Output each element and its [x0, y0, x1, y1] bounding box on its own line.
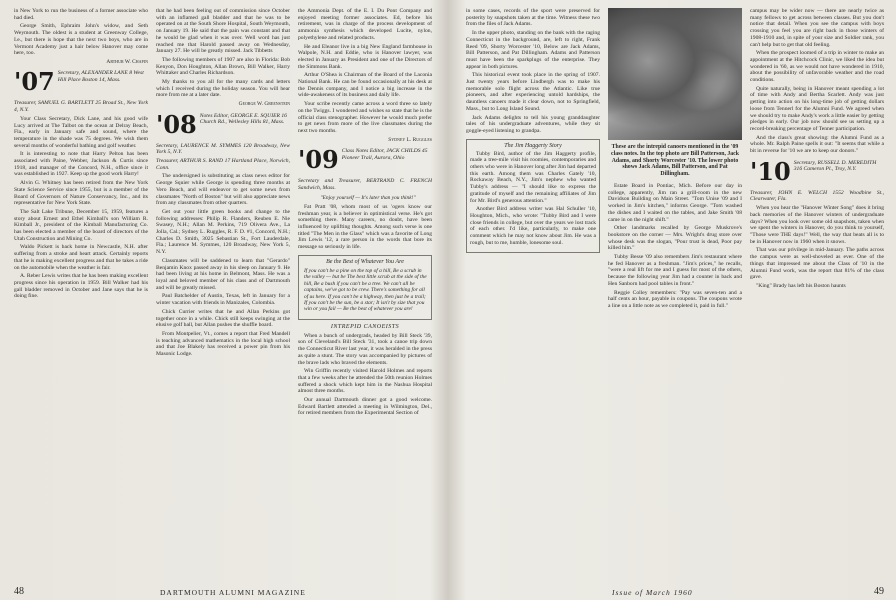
- paragraph: Your Class Secretary, Dick Lane, and his good wife Lucy arrived at The Talbot on the ocean at Delray Beach, Fla., early in January safe and sound, where the temperature in the shade was 75 degrees. We wish them several months of wonderful bathing and golf weather.: [14, 115, 148, 149]
- story-box: [466, 139, 600, 253]
- page-number: 49: [874, 586, 884, 597]
- paragraph: When a bunch of undergrads, headed by Bill Steck '39, son of Cleveland's Bill Steck '31, took a canoe trip down the Connecticut River last year, it was heralded in the press as quite a stunt. The story was accompanied by pictures of the brave lads who braved the elements.: [298, 332, 432, 366]
- right-column-3: [750, 8, 884, 568]
- page-number: 48: [14, 586, 24, 597]
- class-notes-editor-info: Class Notes Editor, JACK CHILDS 45 Pioneer Trail, Aurora, Ohio: [341, 148, 428, 161]
- paragraph: When you hear the "Hanover Winter Song" does it bring back memories of the Hanover winters of undergraduate days? When you look over some old snapshots, taken when we spent the winters in Hanover, do you think to yourself, "Those were THE days!" Well, the way that beats all is to be in Hanover now in 1960 when it snows.: [750, 205, 884, 245]
- paragraph: Quite naturally, being in Hanover meant spending a lot of time with Andy and Bertha Scarlett. Andy was just getting into action on his long-time job of getting dollars loose from Tennerl for the Alumni Fund. We agreed when we should try to make Andy's work a little easier by getting pledges in early. Our job now should see us setting up a record-breaking percentage of Tenner participation.: [750, 85, 884, 132]
- magazine-title: DARTMOUTH ALUMNI MAGAZINE: [160, 588, 306, 597]
- class-year: '07: [14, 67, 55, 97]
- canoeists-photo: [608, 8, 742, 140]
- class-heading-1907: [14, 67, 148, 97]
- story-title: The Jim Haggerty Story: [504, 142, 562, 149]
- class-year: '10: [750, 156, 791, 186]
- class-treasurer-info: Treasurer, SAMUEL G. BARTLETT 25 Broad St., New York 4, N.Y.: [14, 100, 148, 114]
- paragraph: When the prospect loomed of a trip in winter to make an appointment at the Hitchcock Clinic, we liked the idea but wondered in '60, as we would not have wondered in 1910, about the possibility of unfavorable weather and the road conditions.: [750, 50, 884, 84]
- class-secretary-info: Secretary and Treasurer, BERTRAND C. FRENCH Sandwich, Mass.: [298, 178, 432, 191]
- paragraph: The following members of 1907 are also in Florida: Bob Kenyon, Don Houghton, Allan Brown, Bill Walker, Harry Whittaker and Charles Richardson.: [156, 56, 290, 77]
- section-heading: INTREPID CANOEISTS: [330, 323, 400, 330]
- right-column-2: [608, 8, 742, 568]
- issue-date: Issue of March 1960: [612, 588, 693, 597]
- paragraph: in some cases, records of the sport were preserved for posterity by snapshots taken at the time. Witness these two from the files of Jack Adams.: [466, 8, 600, 28]
- poem-title: Be the Best of Whatever You Are: [326, 258, 404, 265]
- paragraph: Our annual Dartmouth dinner got a good welcome. Edward Bartlett attended a meeting in Wilmington, Del., for retired members from the Experimental Section of: [298, 397, 432, 417]
- paragraph: Your scribe recently came across a word three so lately on the Twiggs. I wondered and wishes so state that he is the official class stenographer. However he would much prefer to get news from more of the live classmates during the next two months.: [298, 101, 432, 134]
- right-page: [466, 8, 884, 597]
- paragraph: The undersigned is substituting as class news editor for George Squier while George is spending three months at Vero Beach, and will endeavor to get some news from classmates "North of Boston" but will also appreciate news from any classmates from other quarters.: [156, 173, 290, 207]
- paragraph: It is interesting to note that Harry Pelton has been associated with Paine, Webber, Jackson & Curtis since 1918, and manager of the Concord, N.H., office since it was established in 1927. Keep up the good work Harry!: [14, 151, 148, 178]
- paragraph: My thanks to you all for the many cards and letters which I received during the holiday season. You will hear more from me at a later date.: [156, 79, 290, 99]
- paragraph: Classmates will be saddened to learn that "Gerardo" Benjamin Knox passed away in his sleep on January 9. He had been living at his home in Belmont, Mass. He was a loyal and beloved member of his class and of Dartmouth and will be greatly missed.: [156, 257, 290, 291]
- paragraph: Arthur O'Shea is Chairman of the Board of the Laconia National Bank. He can be found occasionally at his desk at the Dennis company, and I notice a big increase in the wide-awakeness of its business and daily life.: [298, 72, 432, 99]
- paragraph: Tubby Besse '09 also remembers Jim's restaurant where he fed Hanover as a freshman. "Jim's prices," he recalls, "were a real lift for me and I guess for most of the others, because the following year Jim had a counter in back and Hen Sanborn had pool tables in front.": [608, 254, 742, 287]
- left-page: [14, 8, 432, 597]
- paragraph: Waldo Pickett is back home in Newcastle, N.H. after suffering from a stroke and heart attack. Certainly reports that he is making excellent progress and that he takes a ride on the automobile when the weather is fair.: [14, 244, 148, 271]
- paragraph: campus may be wider now — there are nearly twice as many fellows to get across between classes. But you don't notice that detail. When you see the campus with boys crossing you feel you are right back in those winters of 1908-1910 and, in spite of your size and Soldier rank, you can't help but to get that old feeling.: [750, 8, 884, 48]
- class-heading-1908: [156, 109, 290, 139]
- right-column-1: [466, 8, 600, 568]
- paragraph: Get out your little green books and change to the following addresses: Philip R. Flanders, Reuben E. Nie Swasey, N.H.; Allan M. Perkins, 719 Olivera Ave., La Jolla, Cal.; Sydney L. Ruggles, R. F. D. #1, Concord, N.H.; Charles D. Smith, 3025 Sebastian St., Fort Lauderdale, Fla.; Laurence M. Symmes, 120 Broadway, New York 5, N.Y.: [156, 208, 290, 256]
- paragraph: George Smith, Ephraim John's widow, and Seth Weymouth. The oldest is a student at Greenway College, I.e., but there is hope that the next two boys, who are in Vermont Academy just a hair below Hanover may come here, too.: [14, 23, 148, 57]
- paragraph: Other landmarks recalled by George Muskrove's bookstore on the corner — Mrs. Wright's drug store over whose desk was the slogan, "Pour trust is dead, Poor pay killed him.": [608, 225, 742, 252]
- quote: "Enjoy yourself — It's later than you think!": [320, 194, 416, 201]
- photo-caption: These are the intrepid canoers mentioned in the '09 class notes. In the top photo are Bill Patterson, Jack Adams, and Shorty Worcester '10. The lower photo shows Jack Adams, Bill Patterson, and Pat Dillingham.: [611, 144, 739, 178]
- paragraph: In the upper photo, standing on the bank with the raging Connecticut in the background, are, left to right, Frank Reed '09, Shorty Worcester '10, Below are Jack Adams, Bill Patterson, and Pat Dillingham. Adams and Patterson must have been the sparkplugs of the enterprise. They appear in both pictures.: [466, 30, 600, 70]
- paragraph: "King" Brady has left his Boston haunts: [756, 282, 846, 289]
- paragraph: Jack Adams delights to tell his young granddaughter tales of his undergraduate adventures, while they sit goggle-eyed listening to grandpa.: [466, 114, 600, 134]
- paragraph: Another Bird address writer was Hal Schuller '10, Houghton, Mich., who wrote: "Tubby Bird and I were close friends in college, but over the years we lost track of each other. I'd like, particularly, to make one comment which he may not know about Jim. He was a rough, but to me, humble, lonesome soul.: [470, 206, 596, 246]
- paragraph: That was our privilege in mid-January. The paths across the campus were as well-shoveled as ever. One of the things that impressed me about the Class of '10 in the Alumni Fund work, was the report that 81% of the class gave.: [750, 247, 884, 281]
- paragraph: that he had been feeling out of commission since October with an inflamed gall bladder and that he was to be operated on at the South Shore Hospital, South Weymouth, on January 19. He said that the pain was constant and that he would be glad when it was over. Well word has just reached me that Harold passed away on Wednesday, January 27. He will be greatly missed. Jack Tibbetts: [156, 8, 290, 55]
- left-column-3: [298, 8, 432, 568]
- paragraph: Chick Currier writes that he and Allan Perkins got together once in a while. Chick still keeps swinging at the elusive golf ball, but Allan pushes the shuffle board.: [156, 308, 290, 329]
- left-column-2: [156, 8, 290, 568]
- class-heading-1909: [298, 145, 432, 175]
- class-secretary-info: Secretary, RUSSELL D. MEREDITH 316 Cameron Pl., Troy, N.Y.: [793, 159, 877, 173]
- paragraph: Paul Batchelder of Austin, Texas, left in January for a winter vacation with friends in Manizales, Colombia.: [156, 293, 290, 307]
- class-treasurer-info: Treasurer, ARTHUR S. RAND 17 Hartland Place, Norwich, Conn.: [156, 158, 290, 171]
- paragraph: Fat Pratt '08, whom most of us 'ogers know our freshman year, is a believer in optimistical verse. He's got something there. Many careers, no doubt, have been influenced by uplifting thoughts. Among such verse is one titled "The Men in the Glass" which was a favorite of Long Jim Lewis '12, a rare person in the words that bore its message so seriously in life.: [298, 203, 432, 251]
- paragraph: The Salt Lake Tribune, December 15, 1959, features a story about Ernest and Ethel Kimball's son William R. Kimball Jr., president of the Kimball Manufacturing Co. has been elected a member of the board of directors of the Utah Construction and Mining Co.: [14, 208, 148, 242]
- class-year: '09: [298, 145, 339, 175]
- poem-box: [298, 255, 432, 320]
- left-page-footer: [14, 586, 432, 598]
- paragraph: And the class's great showing: the Alumni Fund as a whole. Mr. Ralph Paine spells it out: "It seems that while a bit in reverse for '10 we are to keep our donors.": [750, 134, 884, 155]
- paragraph: the Ammonia Dept. of the E. I. Du Pont Company and enjoyed meeting former associates. Ed, before his retirement, was in charge of the process development of ammonia synthesis which developed Lucite, nylon, polyethylene and related products.: [298, 8, 432, 41]
- signature: George W. Greenstein: [238, 101, 290, 108]
- paragraph: He and Eleanor live in a big New England farmhouse in Walpole, N.H. and Eddie, who is Hanover lawyer, was elected in January as President and one of the Directors of the Simmons Bank.: [298, 43, 432, 70]
- class-secretary-info: Secretary, ALEXANDER LANE 8 West Hill Place Boston 14, Mass.: [57, 70, 144, 84]
- signature: Arthur W. Chapin: [106, 58, 148, 65]
- paragraph: Estate Board in Pontiac, Mich. Before our day in college, apparently, Jim ran a grill-room in the new Davidson Building on Main Street. "Tom Unise '09 and I worked in Jim's kitchen," informs George. "Tom washed the dishes and I waited on the tables, and Jake Smith '08 came in on the night shift.": [608, 182, 742, 223]
- paragraph: Reggie Colley remembers: "Pay was seven-ten and a half cents an hour, payable in coupons. The coupons wrote a line on a little note as we completed it, paid in full.": [608, 289, 742, 309]
- class-treasurer-info: Treasurer, JOHN E. WELCH 1552 Woodbine St., Clearwater, Fla.: [750, 189, 884, 203]
- right-page-footer: [466, 586, 884, 598]
- paragraph: Alvin G. Whitney has been retired from the New York State Science Service since 1955, but is a member of the Board of Governors of Nature Conservancy, Inc., and its representative for New York State.: [14, 180, 148, 207]
- class-notes-editor-info: Notes Editor, GEORGE E. SQUIER 16 Church Rd., Wellesley Hills 81, Mass.: [199, 112, 287, 126]
- paragraph: From Montpelier, Vt., comes a report that Fred Mandell is teaching advanced mathematics in the local high school and that Joe Blakely has received a power pin from his Masonic Lodge.: [156, 330, 290, 358]
- class-year: '08: [156, 109, 197, 139]
- poem-text: If you can't be a pine on the top of a hill, Be a scrub in the valley — but be The best little scrub at the side of the hill, Be a bush if you can't be a tree. We can't all be captains, we've got to be crew. There's something for all of us here. If you can't be a highway, then just be a trail; If you can't be the sun, be a star; It isn't by size that you win or you fail — Be the best of whatever you are!: [304, 267, 427, 313]
- paragraph: This historical event took place in the spring of 1907. Just twenty years before Lindbergh was to make his memorable solo flight across the Atlantic. Like true pioneers, and after experiencing untold hardships, the dauntless canoers made it clear down, not to Springfield, Mass., but to Long Island Sound.: [466, 72, 600, 112]
- paragraph: Tubby Bird, author of the Jim Haggerty profile, made a tree-mile visit his roomies, contemporaries and others who were in Hanover long after Jim had departed this earth. Among them was Charles Gately '10, Rockaway Beach, N.Y., Jim's nephew who wanted Tubby's address — "I should like to express the gratitude of myself and the remaining affiliates of Jim for Mr. Bird's generous attention.": [470, 150, 596, 204]
- paragraph: in New York to run the business of a former associate who had died.: [14, 8, 148, 21]
- class-heading-1910: [750, 156, 884, 186]
- signature: Sydney L. Ruggles: [388, 136, 432, 143]
- left-column-1: [14, 8, 148, 568]
- paragraph: Win Griffin recently visited Harold Holmes and reports that a few weeks after he attended the 50th reunion Holmes suffered a shock which kept him in the Nashua Hospital almost three months.: [298, 368, 432, 395]
- paragraph: A. Reber Lewis writes that he has been making excellent progress since his operation in 1959. Bill Walker had his gall bladder removed in October and Jane says that he is doing fine.: [14, 273, 148, 300]
- class-secretary-info: Secretary, LAURENCE M. SYMMES 120 Broadway, New York 5, N.Y.: [156, 142, 290, 156]
